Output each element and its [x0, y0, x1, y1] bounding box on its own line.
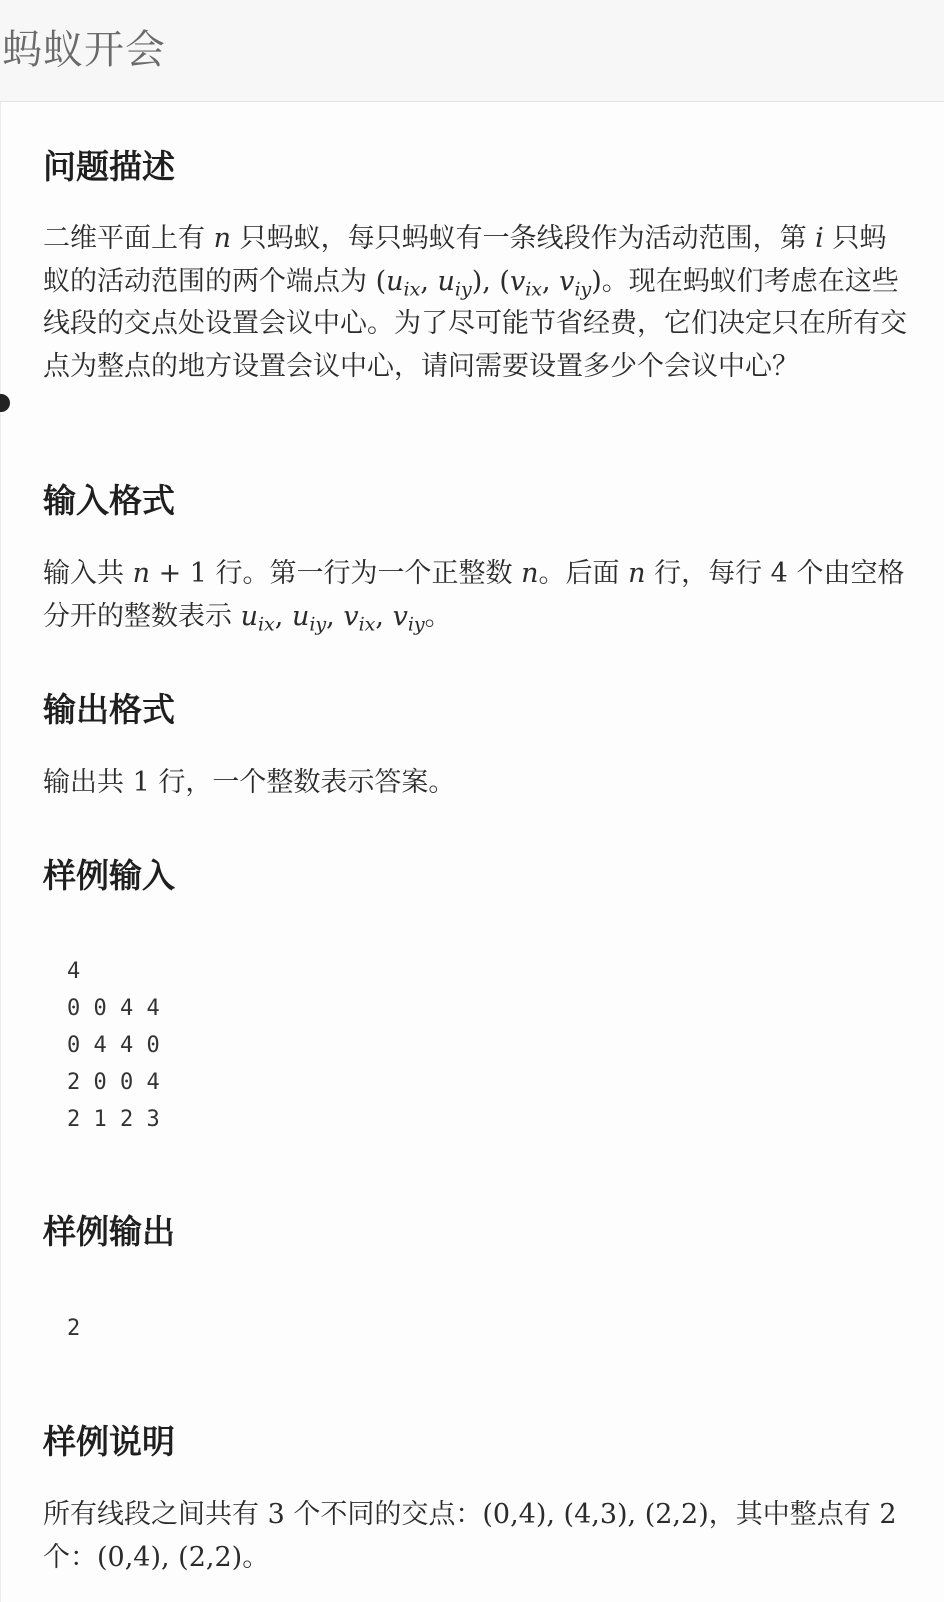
sample-input-code: 4 0 0 4 4 0 4 4 0 2 0 0 4 2 1 2 3	[67, 959, 160, 1132]
math-n-plus-1: n + 1	[132, 558, 207, 589]
description-text: 二维平面上有 n 只蚂蚁，每只蚂蚁有一条线段作为活动范围，第 i 只蚂蚁的活动范围的两个端点为 ($u_{ix}$, $u_{iy}$), ($v_{ix}$, $v_{iy}$)。现在蚂蚁们考虑在这些线段的交点处设置会议中心。为了尽可能节省经费，它们决定只在所有交点为整点的地方设置会议中心，请问需要设置多少个会议中心？	[43, 223, 907, 382]
math-vars: $u_{ix}$, $u_{iy}$, $v_{ix}$, $v_{iy}$	[240, 600, 425, 635]
math-endpoints: ($u_{ix}$, $u_{iy}$), ($v_{ix}$, $v_{iy}$)	[375, 265, 602, 300]
explanation-heading: 样例说明	[43, 1422, 175, 1461]
input-format-text: 输入共 n + 1 行。第一行为一个正整数 n。后面 n 行，每行 4 个由空格分开的整数表示 $u_{ix}$, $u_{iy}$, $v_{ix}$, $v_{iy}$。	[43, 558, 905, 635]
description-heading: 问题描述	[43, 147, 175, 186]
sample-input-heading: 样例输入	[43, 856, 175, 895]
problem-card	[0, 101, 944, 1602]
input-format-heading: 输入格式	[43, 481, 175, 520]
sample-output-heading: 样例输出	[43, 1212, 175, 1251]
output-format-heading: 输出格式	[43, 690, 175, 729]
side-handle-dot[interactable]	[0, 394, 10, 412]
math-i: i	[815, 223, 824, 254]
explanation-text: 所有线段之间共有 3 个不同的交点：(0,4), (4,3), (2,2)，其中整点有 2 个：(0,4), (2,2)。	[43, 1499, 897, 1573]
sample-output-code: 2	[67, 1316, 81, 1341]
output-format-text: 输出共 1 行，一个整数表示答案。	[43, 767, 456, 798]
math-n: n	[213, 223, 231, 254]
page-title: 蚂蚁开会	[2, 27, 166, 73]
